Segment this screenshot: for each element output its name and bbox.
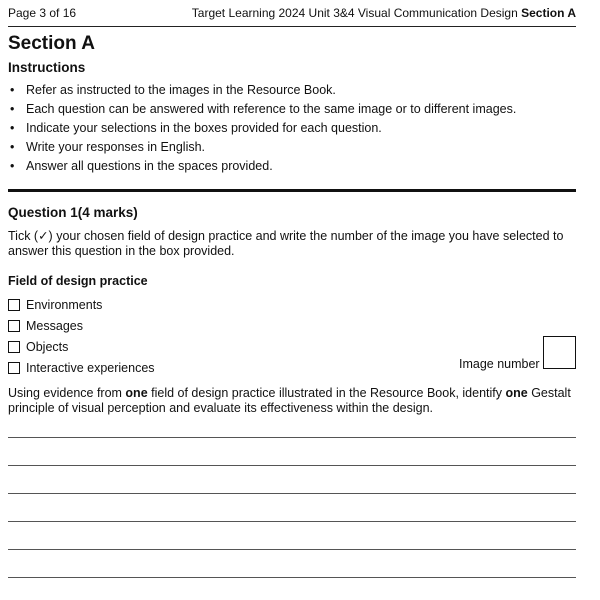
question-instruction: Tick (✓) your chosen field of design practice and write the number of the image you have selected to answer this question in the box provided. bbox=[8, 229, 564, 258]
bullet-icon: • bbox=[10, 121, 15, 135]
answer-line[interactable] bbox=[8, 465, 576, 466]
instruction-item: • Each question can be answered with reference to the same image or to different images. bbox=[8, 100, 516, 119]
option-label: Messages bbox=[26, 318, 83, 333]
checkbox-environments[interactable] bbox=[8, 299, 20, 311]
page-header bbox=[8, 0, 576, 27]
question-marks: (4 marks) bbox=[77, 205, 138, 220]
instruction-item: • Indicate your selections in the boxes provided for each question. bbox=[8, 119, 516, 138]
instructions-heading: Instructions bbox=[8, 60, 86, 75]
section-divider bbox=[8, 189, 576, 192]
instruction-item: • Refer as instructed to the images in the Resource Book. bbox=[8, 81, 516, 100]
bullet-icon: • bbox=[10, 140, 15, 154]
bullet-icon: • bbox=[10, 102, 15, 116]
option-label: Environments bbox=[26, 297, 103, 312]
answer-line[interactable] bbox=[8, 437, 576, 438]
option-interactive-experiences bbox=[8, 357, 155, 378]
question-prompt: Using evidence from one field of design practice illustrated in the Resource Book, identify one Gestalt principle of visual perception and evaluate its effectiveness within the design. bbox=[8, 386, 571, 415]
option-label: Objects bbox=[26, 339, 69, 354]
bullet-icon: • bbox=[10, 83, 15, 97]
answer-line[interactable] bbox=[8, 493, 576, 494]
answer-line[interactable] bbox=[8, 521, 576, 522]
question-title: Question 1(4 marks) bbox=[8, 205, 138, 220]
option-objects bbox=[8, 336, 155, 357]
field-options bbox=[8, 294, 155, 378]
instruction-item: • Write your responses in English. bbox=[8, 138, 516, 157]
checkbox-messages[interactable] bbox=[8, 320, 20, 332]
instructions-list bbox=[8, 81, 516, 176]
answer-line[interactable] bbox=[8, 577, 576, 578]
page-number: Page 3 of 16 bbox=[8, 6, 77, 20]
header-section: Section A bbox=[521, 6, 576, 20]
checkbox-interactive-experiences[interactable] bbox=[8, 362, 20, 374]
checkbox-objects[interactable] bbox=[8, 341, 20, 353]
header-title bbox=[192, 6, 576, 20]
option-label: Interactive experiences bbox=[26, 360, 155, 375]
image-number-label: Image number bbox=[459, 357, 540, 371]
answer-line[interactable] bbox=[8, 549, 576, 550]
option-messages bbox=[8, 315, 155, 336]
section-title: Section A bbox=[8, 33, 95, 54]
option-environments bbox=[8, 294, 155, 315]
instruction-item: • Answer all questions in the spaces provided. bbox=[8, 157, 516, 176]
image-number-box[interactable] bbox=[543, 336, 576, 369]
publication-title: Target Learning 2024 Unit 3&4 Visual Communication Design bbox=[191, 6, 518, 20]
field-heading: Field of design practice bbox=[8, 274, 148, 288]
bullet-icon: • bbox=[10, 159, 15, 173]
